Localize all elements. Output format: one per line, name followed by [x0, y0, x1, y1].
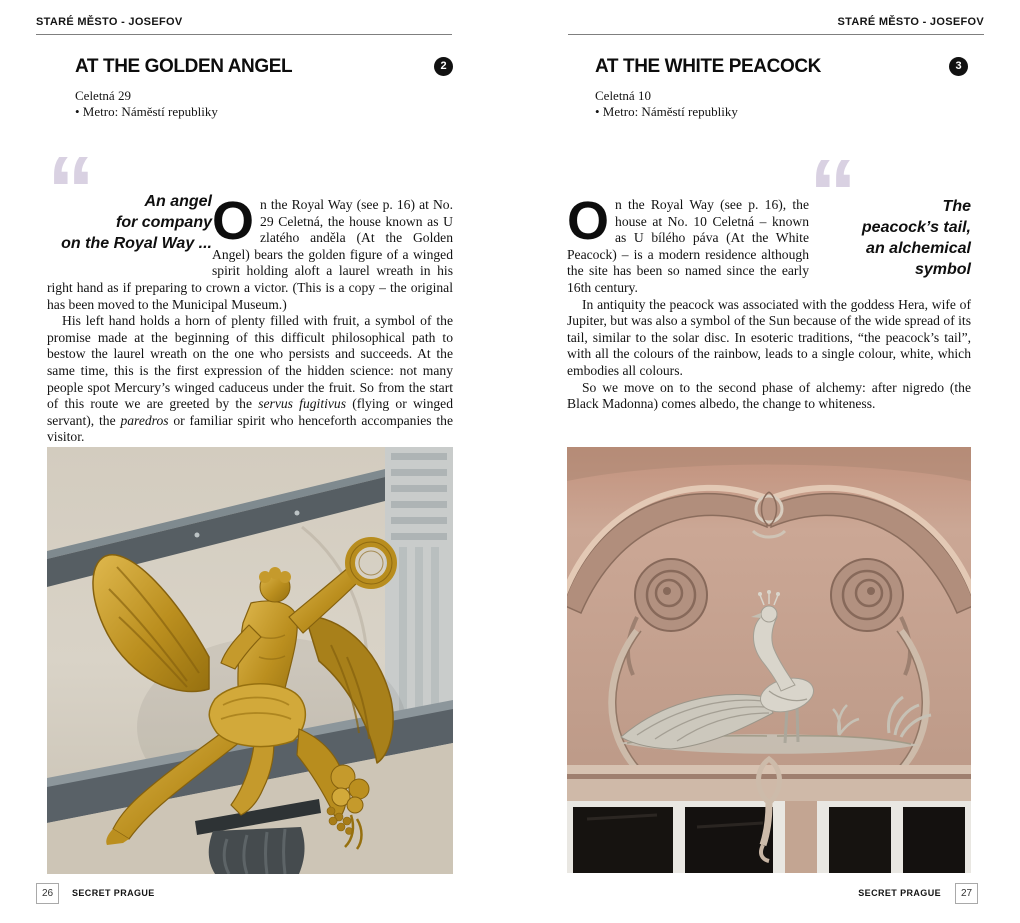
drop-cap: O [212, 191, 255, 251]
body-paragraph [47, 313, 453, 446]
metro-line: • Metro: Náměstí republiky [75, 104, 218, 119]
article-body [567, 140, 971, 413]
latin-term: servus fugitivus [258, 396, 347, 412]
pull-quote-line: The [942, 198, 971, 215]
quote-mark-icon: “ [809, 140, 852, 247]
body-paragraph: So we move on to the second phase of alchemy: after nigredo (the Black Madonna) comes albedo, the change to whiteness. [567, 379, 971, 412]
pull-quote [809, 140, 971, 293]
article-number-badge: 3 [949, 57, 968, 76]
paragraph-text: (flying or winged servant), the [47, 396, 453, 428]
pull-quote-line: for company [115, 214, 212, 231]
address-line: Celetná 10 [595, 88, 651, 103]
paragraph-text: n the Royal Way (see p. 16), the house at No. 10 Celetná – known as U bílého páva (At the White Peacock) – is a modern residence although the site has been so named since the early 16th century. [567, 197, 809, 295]
address-line: Celetná 29 [75, 88, 131, 103]
pull-quote-line: an alchemical [866, 240, 971, 257]
golden-angel-photo [47, 447, 453, 874]
book-title-footer: SECRET PRAGUE [72, 888, 155, 898]
section-kicker: STARÉ MĚSTO - JOSEFOV [36, 16, 183, 28]
article-body [47, 137, 453, 446]
paragraph-text: n the Royal Way (see p. 16) at No. 29 Celetná, the house known as U zlatého anděla (At the Golden Angel) bears the golden figure of a winged spirit holding aloft a laurel wreath in his right hand as if preparing to crown a victor. (This is a copy – the original has been moved to the Municipal Museum.) [47, 197, 453, 312]
body-paragraph: In antiquity the peacock was associated with the goddess Hera, wife of Jupiter, but was also a symbol of the Sun because of the wide spread of its tail, similar to the solar disc. In esoteric traditions, “the peacock’s tail”, with all the colours of the rainbow, leads to a single colour, white, which embodies all colours. [567, 296, 971, 378]
metro-line: • Metro: Náměstí republiky [595, 104, 738, 119]
pull-quote-text [47, 157, 212, 254]
pull-quote-line: on the Royal Way ... [61, 235, 212, 252]
golden-angel-photo-art [47, 447, 453, 874]
header-rule [36, 34, 452, 35]
book-title-footer: SECRET PRAGUE [858, 888, 941, 898]
paragraph-text: His left hand holds a horn of plenty filled with fruit, a symbol of the promise made at the beginning of this difficult philosophical path to bestow the laurel wreath on the one who persists and succeeds. At the same time, this is the first expression of the hidden science: not many people spot Mercury’s winged caduceus under the fruit. So from the start of this route we are greeted by the [47, 313, 453, 412]
pull-quote-line: peacock’s tail, [861, 219, 971, 236]
white-peacock-photo-art [567, 447, 971, 873]
address-block [75, 88, 218, 120]
address-block [595, 88, 738, 120]
header-rule [568, 34, 984, 35]
right-page [510, 0, 1020, 923]
section-kicker: STARÉ MĚSTO - JOSEFOV [837, 16, 984, 28]
pull-quote [47, 137, 212, 277]
article-title: AT THE WHITE PEACOCK [595, 56, 821, 77]
latin-term: paredros [120, 412, 169, 428]
quote-mark-icon: “ [47, 137, 90, 244]
pull-quote-text [809, 160, 971, 280]
pull-quote-line: An angel [144, 193, 212, 210]
pull-quote-line: symbol [914, 261, 971, 278]
article-title: AT THE GOLDEN ANGEL [75, 56, 293, 77]
paragraph-text: or familiar spirit who henceforth accompanies the visitor. [47, 412, 453, 445]
drop-cap: O [567, 191, 610, 251]
white-peacock-photo [567, 447, 971, 873]
page-number: 27 [955, 883, 978, 904]
article-number-badge: 2 [434, 57, 453, 76]
page-number: 26 [36, 883, 59, 904]
